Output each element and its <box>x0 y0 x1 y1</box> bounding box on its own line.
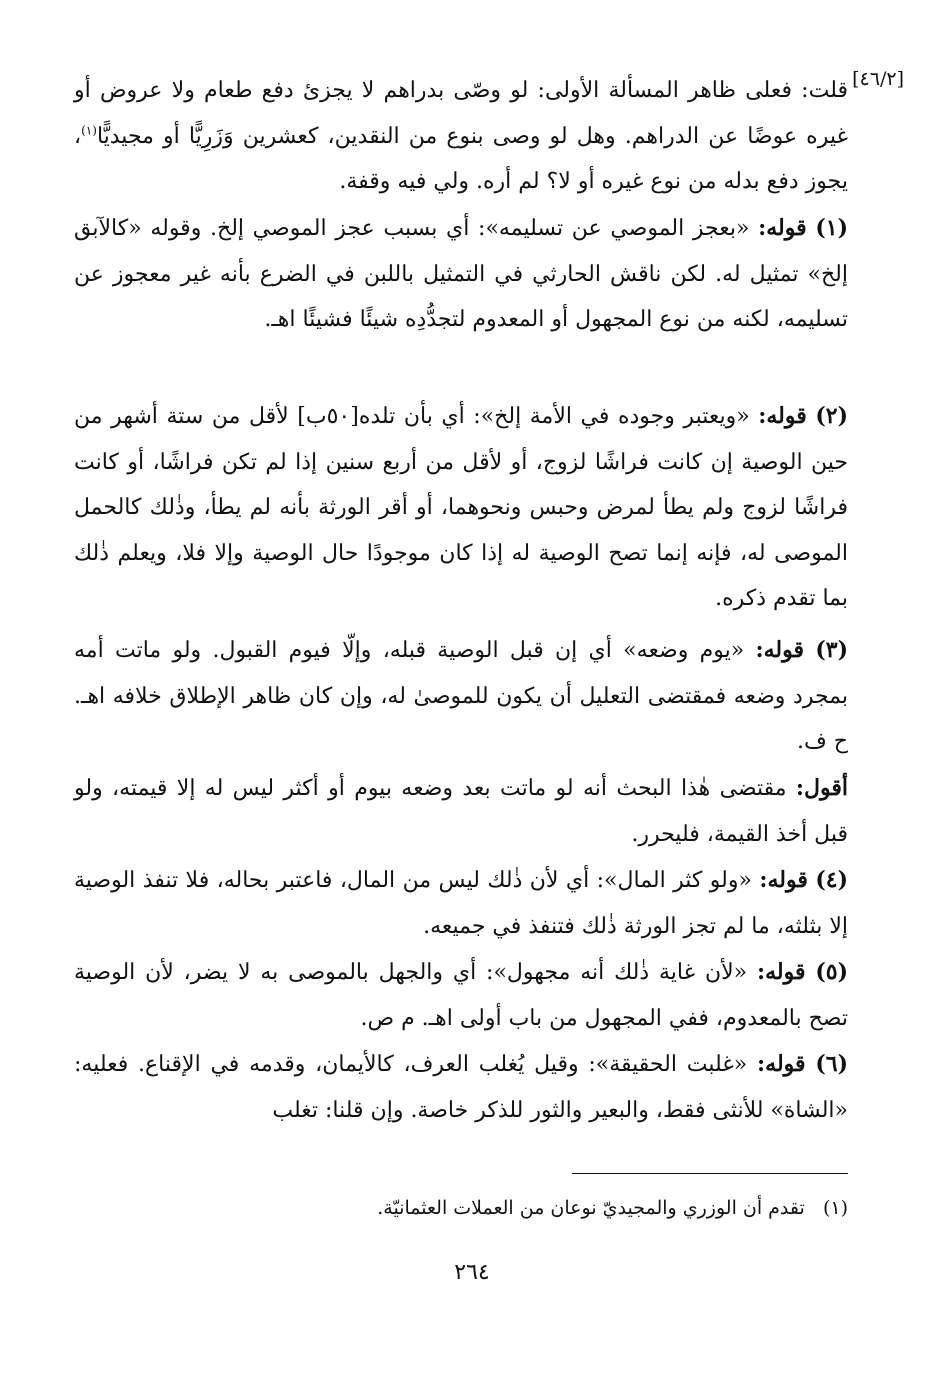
main-text-after: ، يجوز دفع بدله من نوع غيره أو لا؟ لم أره. ولي فيه وقفة. <box>74 123 848 194</box>
aqul-label: أقول: <box>795 775 849 801</box>
aqul-text: مقتضى هٰذا البحث أنه لو ماتت بعد وضعه بيوم أو أكثر ليس له إلا قيمته، ولو قبل أخذ القيمة، فليحرر. <box>74 776 848 847</box>
note-label: قوله: <box>757 1051 806 1077</box>
footnote-ref[interactable]: (١) <box>81 123 97 138</box>
note-text: «يوم وضعه» أي إن قبل الوصية قبله، وإلّا فيوم القبول. ولو ماتت أمه بمجرد وضعه فمقتضى التعليل أن يكون للموصىٰ له، وإن كان ظاهر الإطلاق خلافه اهـ. ح ف. <box>74 638 848 754</box>
note-6 <box>74 1042 848 1133</box>
note-3 <box>74 628 848 765</box>
page-number: ٢٦٤ <box>454 1260 490 1285</box>
footnote-text: تقدم أن الوزري والمجيديّ نوعان من العملات العثمانيّة. <box>377 1197 805 1219</box>
side-reference: [٤٦/٢] <box>852 68 904 90</box>
note-4 <box>74 858 848 949</box>
note-5 <box>74 950 848 1041</box>
note-number: (٣) <box>815 637 848 663</box>
note-number: (٢) <box>815 403 848 429</box>
note-label: قوله: <box>756 959 806 985</box>
main-text: قلت: فعلى ظاهر المسألة الأولى: لو وصّى بدراهم لا يجزئ دفع طعام ولا عروض أو غيره عوضًا عن الدراهم. وهل لو وصى بنوع من النقدين، كعشرين وَزَرِيًّا أو مجيديًّا <box>74 78 848 149</box>
note-number: (٦) <box>815 1051 849 1077</box>
note-number: (٤) <box>815 867 848 893</box>
note-label: قوله: <box>759 867 808 893</box>
note-label: قوله: <box>758 215 807 241</box>
note-2 <box>74 394 848 622</box>
note-text: «ويعتبر وجوده في الأمة إلخ»: أي بأن تلده[٥٠ب] لأقل من ستة أشهر من حين الوصية إن كانت فراشًا لزوج، أو لأقل من أربع سنين إذا لم تكن فراشًا، أو كانت فراشًا لزوج ولم يطأ لمرض وحبس ونحوهما، أو أقر الورثة بأنه لم يطأ، وذٰلك كالحمل الموصى له، فإنه إنما تصح الوصية له إذا كان موجودًا حال الوصية وإلا فلا، ويعلم ذٰلك بما تقدم ذكره. <box>74 404 848 611</box>
note-text: «بعجز الموصي عن تسليمه»: أي بسبب عجز الموصي إلخ. وقوله «كالآبق إلخ» تمثيل له. لكن ناقش الحارثي في التمثيل باللبن في الضرع بأنه غير معجوز عن تسليمه، لكنه من نوع المجهول أو المعدوم لتجدُّدِه شيئًا فشيئًا اهـ. <box>74 216 848 332</box>
note-text: «غلبت الحقيقة»: وقيل يُغلب العرف، كالأيمان، وقدمه في الإقناع. فعليه: «الشاة» للأنثى فقط، والبعير والثور للذكر خاصة. وإن قلنا: تغلب <box>74 1052 848 1123</box>
note-label: قوله: <box>758 403 807 429</box>
footnote-separator <box>572 1173 848 1174</box>
footnote-number: (١) <box>822 1197 848 1219</box>
note-text: «لأن غاية ذٰلك أنه مجهول»: أي والجهل بالموصى به لا يضر، لأن الوصية تصح بالمعدوم، ففي المجهول من باب أولى اهـ. م ص. <box>74 960 848 1031</box>
note-1 <box>74 206 848 343</box>
note-text: «ولو كثر المال»: أي لأن ذٰلك ليس من المال، فاعتبر بحاله، فلا تنفذ الوصية إلا بثلثه، ما لم تجز الورثة ذٰلك فتنفذ في جميعه. <box>74 868 848 939</box>
aqul-paragraph <box>74 766 848 857</box>
note-number: (١) <box>815 215 848 241</box>
footnote <box>200 1194 848 1222</box>
note-label: قوله: <box>755 637 805 663</box>
main-paragraph <box>74 68 848 205</box>
note-number: (٥) <box>815 959 848 985</box>
